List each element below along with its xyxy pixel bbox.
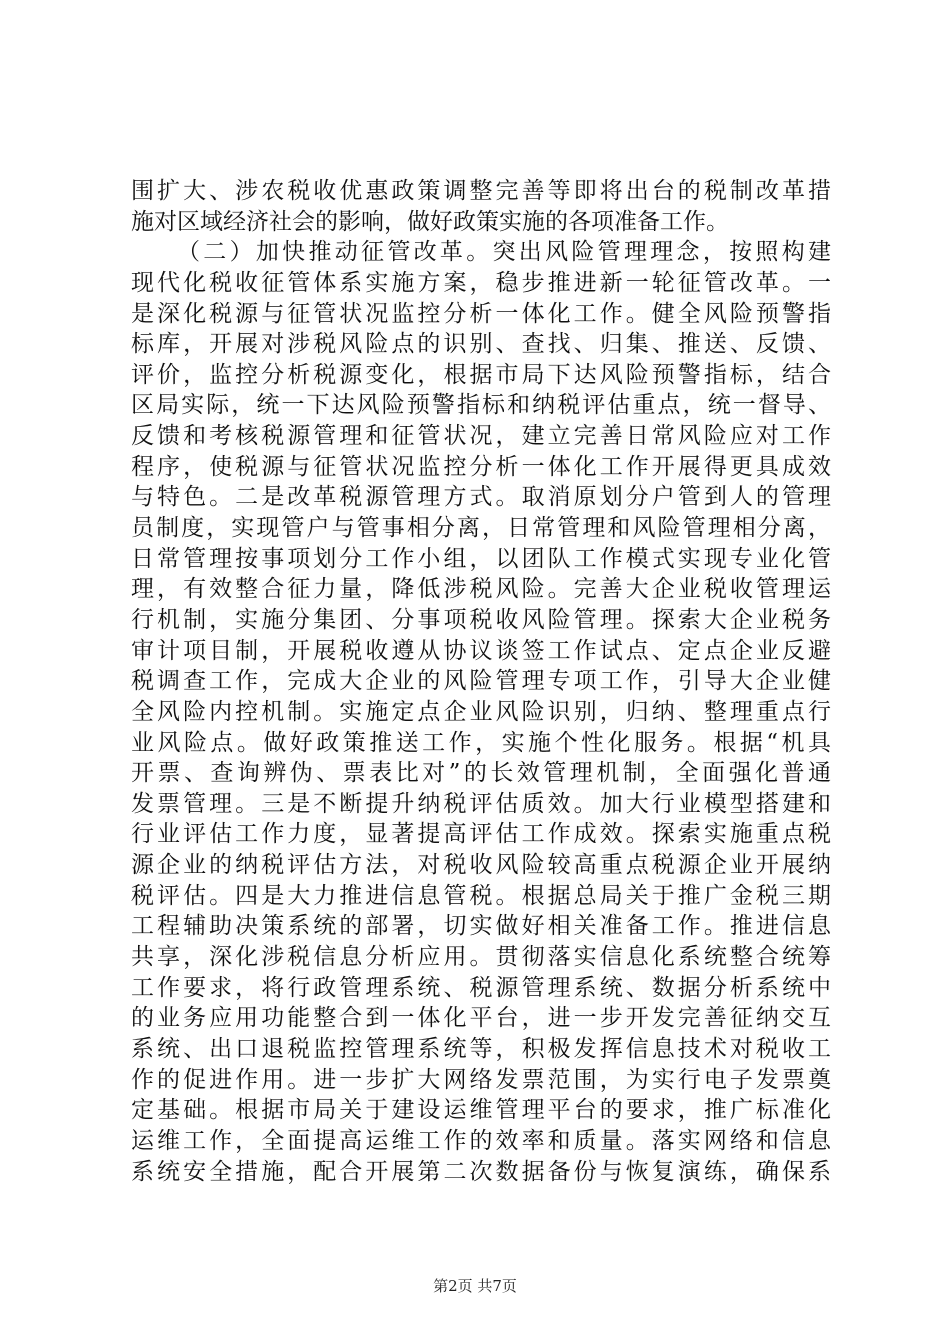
text-line: 运维工作，全面提高运维工作的效率和质量。落实网络和信息	[131, 1127, 831, 1154]
text-line: 反馈和考核税源管理和征管状况，建立完善日常风险应对工作	[131, 423, 831, 450]
text-line: 业风险点。做好政策推送工作，实施个性化服务。根据“机具	[131, 729, 831, 756]
text-line: 发票管理。三是不断提升纳税评估质效。加大行业模型搭建和	[131, 790, 831, 817]
text-line: 与特色。二是改革税源管理方式。取消原划分户管到人的管理	[131, 484, 831, 511]
text-line: 全风险内控机制。实施定点企业风险识别，归纳、整理重点行	[131, 698, 831, 725]
text-line: 税评估。四是大力推进信息管税。根据总局关于推广金税三期	[131, 882, 831, 909]
text-line: 行机制，实施分集团、分事项税收风险管理。探索大企业税务	[131, 606, 831, 633]
text-line: 施对区域经济社会的影响，做好政策实施的各项准备工作。	[131, 208, 729, 235]
text-line: 现代化税收征管体系实施方案，稳步推进新一轮征管改革。一	[131, 269, 831, 296]
text-line: 系统安全措施，配合开展第二次数据备份与恢复演练，确保系	[131, 1158, 831, 1185]
section-heading-line: （二）加快推动征管改革。突出风险管理理念，按照构建	[177, 239, 831, 266]
text-line: 源企业的纳税评估方法，对税收风险较高重点税源企业开展纳	[131, 852, 831, 879]
text-line: 员制度，实现管户与管事相分离，日常管理和风险管理相分离，	[131, 515, 831, 542]
text-line: 评价，监控分析税源变化，根据市局下达风险预警指标，结合	[131, 361, 831, 388]
text-line: 程序，使税源与征管状况监控分析一体化工作开展得更具成效	[131, 453, 831, 480]
text-line: 共享，深化涉税信息分析应用。贯彻落实信息化系统整合统筹	[131, 944, 831, 971]
text-line: 作的促进作用。进一步扩大网络发票范围，为实行电子发票奠	[131, 1066, 831, 1093]
text-line: 系统、出口退税监控管理系统等，积极发挥信息技术对税收工	[131, 1035, 831, 1062]
document-body	[131, 176, 831, 1187]
text-line: 税调查工作，完成大企业的风险管理专项工作，引导大企业健	[131, 668, 831, 695]
text-line: 日常管理按事项划分工作小组，以团队工作模式实现专业化管	[131, 545, 831, 572]
text-line: 围扩大、涉农税收优惠政策调整完善等即将出台的税制改革措	[131, 178, 831, 204]
text-line: 理，有效整合征力量，降低涉税风险。完善大企业税收管理运	[131, 576, 831, 603]
text-line: 是深化税源与征管状况监控分析一体化工作。健全风险预警指	[131, 300, 831, 327]
text-line: 工作要求，将行政管理系统、税源管理系统、数据分析系统中	[131, 974, 831, 1001]
page-number-footer: 第2页 共7页	[433, 1277, 517, 1295]
text-line: 标库，开展对涉税风险点的识别、查找、归集、推送、反馈、	[131, 331, 831, 358]
text-line: 审计项目制，开展税收遵从协议谈签工作试点、定点企业反避	[131, 637, 831, 664]
text-line: 定基础。根据市局关于建设运维管理平台的要求，推广标准化	[131, 1097, 831, 1124]
text-line: 开票、查询辨伪、票表比对”的长效管理机制，全面强化普通	[131, 760, 831, 787]
text-line: 区局实际，统一下达风险预警指标和纳税评估重点，统一督导、	[131, 392, 831, 419]
text-line: 的业务应用功能整合到一体化平台，进一步开发完善征纳交互	[131, 1005, 831, 1032]
text-line: 工程辅助决策系统的部署，切实做好相关准备工作。推进信息	[131, 913, 831, 940]
text-line: 行业评估工作力度，显著提高评估工作成效。探索实施重点税	[131, 821, 831, 848]
